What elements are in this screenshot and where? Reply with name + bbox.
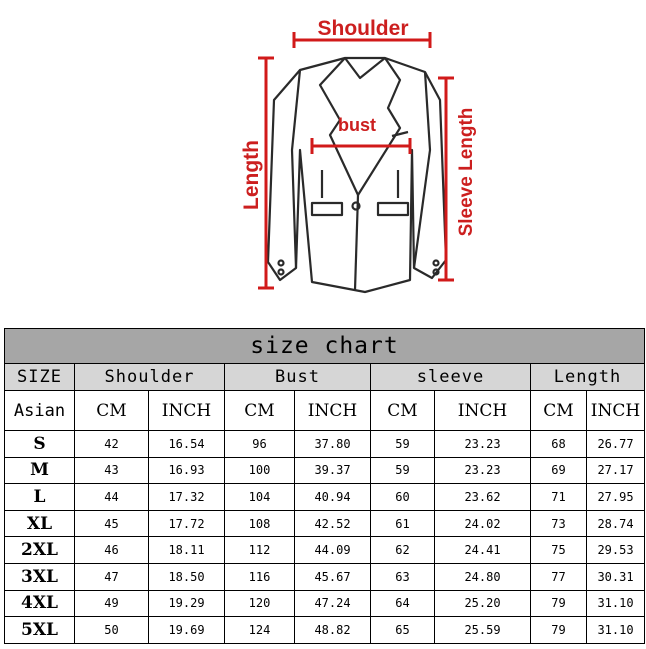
- value-cell: 31.10: [587, 617, 645, 644]
- table-row: [5, 431, 645, 458]
- table-row: [5, 617, 645, 644]
- value-cell: 45.67: [295, 563, 371, 590]
- unit-header: INCH: [149, 391, 225, 431]
- value-cell: 77: [531, 563, 587, 590]
- value-cell: 62: [371, 537, 435, 564]
- value-cell: 40.94: [295, 484, 371, 511]
- value-cell: 47: [75, 563, 149, 590]
- value-cell: 71: [531, 484, 587, 511]
- size-chart-title: size chart: [5, 329, 645, 364]
- value-cell: 23.23: [435, 431, 531, 458]
- value-cell: 50: [75, 617, 149, 644]
- value-cell: 26.77: [587, 431, 645, 458]
- value-cell: 24.80: [435, 563, 531, 590]
- size-header: SIZE: [5, 364, 75, 391]
- table-row: [5, 590, 645, 617]
- bust-header: Bust: [225, 364, 371, 391]
- value-cell: 46: [75, 537, 149, 564]
- shoulder-label: Shoulder: [317, 17, 409, 40]
- value-cell: 100: [225, 457, 295, 484]
- value-cell: 24.02: [435, 510, 531, 537]
- value-cell: 44.09: [295, 537, 371, 564]
- value-cell: 73: [531, 510, 587, 537]
- value-cell: 25.20: [435, 590, 531, 617]
- length-label: Length: [240, 140, 263, 210]
- value-cell: 68: [531, 431, 587, 458]
- unit-header: CM: [531, 391, 587, 431]
- value-cell: 47.24: [295, 590, 371, 617]
- value-cell: 116: [225, 563, 295, 590]
- asian-header: Asian: [5, 391, 75, 431]
- value-cell: 29.53: [587, 537, 645, 564]
- value-cell: 16.54: [149, 431, 225, 458]
- size-chart-table: [4, 328, 645, 644]
- value-cell: 27.95: [587, 484, 645, 511]
- value-cell: 19.29: [149, 590, 225, 617]
- value-cell: 17.32: [149, 484, 225, 511]
- value-cell: 24.41: [435, 537, 531, 564]
- value-cell: 61: [371, 510, 435, 537]
- value-cell: 31.10: [587, 590, 645, 617]
- size-cell: 2XL: [5, 537, 75, 564]
- unit-header: INCH: [587, 391, 645, 431]
- value-cell: 64: [371, 590, 435, 617]
- value-cell: 23.62: [435, 484, 531, 511]
- size-cell: 5XL: [5, 617, 75, 644]
- value-cell: 44: [75, 484, 149, 511]
- unit-header: CM: [371, 391, 435, 431]
- unit-header: INCH: [435, 391, 531, 431]
- sleeve-header: sleeve: [371, 364, 531, 391]
- unit-header: INCH: [295, 391, 371, 431]
- table-row: [5, 563, 645, 590]
- unit-header: CM: [75, 391, 149, 431]
- value-cell: 42: [75, 431, 149, 458]
- size-cell: L: [5, 484, 75, 511]
- value-cell: 65: [371, 617, 435, 644]
- value-cell: 69: [531, 457, 587, 484]
- size-cell: 3XL: [5, 563, 75, 590]
- size-cell: M: [5, 457, 75, 484]
- value-cell: 60: [371, 484, 435, 511]
- value-cell: 124: [225, 617, 295, 644]
- value-cell: 18.11: [149, 537, 225, 564]
- unit-header: CM: [225, 391, 295, 431]
- value-cell: 45: [75, 510, 149, 537]
- value-cell: 48.82: [295, 617, 371, 644]
- value-cell: 16.93: [149, 457, 225, 484]
- jacket-measurement-diagram: [0, 0, 646, 320]
- value-cell: 108: [225, 510, 295, 537]
- value-cell: 96: [225, 431, 295, 458]
- value-cell: 79: [531, 590, 587, 617]
- value-cell: 19.69: [149, 617, 225, 644]
- value-cell: 59: [371, 431, 435, 458]
- bust-label: bust: [338, 115, 376, 135]
- size-cell: S: [5, 431, 75, 458]
- table-row: [5, 457, 645, 484]
- sleeve-length-label: Sleeve Length: [456, 107, 477, 237]
- value-cell: 43: [75, 457, 149, 484]
- value-cell: 30.31: [587, 563, 645, 590]
- value-cell: 63: [371, 563, 435, 590]
- table-row: [5, 537, 645, 564]
- value-cell: 27.17: [587, 457, 645, 484]
- value-cell: 28.74: [587, 510, 645, 537]
- value-cell: 79: [531, 617, 587, 644]
- value-cell: 49: [75, 590, 149, 617]
- value-cell: 104: [225, 484, 295, 511]
- size-cell: XL: [5, 510, 75, 537]
- size-cell: 4XL: [5, 590, 75, 617]
- value-cell: 120: [225, 590, 295, 617]
- value-cell: 37.80: [295, 431, 371, 458]
- length-header: Length: [531, 364, 645, 391]
- jacket-outline-icon: [268, 58, 446, 292]
- shoulder-header: Shoulder: [75, 364, 225, 391]
- value-cell: 25.59: [435, 617, 531, 644]
- value-cell: 39.37: [295, 457, 371, 484]
- value-cell: 18.50: [149, 563, 225, 590]
- value-cell: 23.23: [435, 457, 531, 484]
- value-cell: 75: [531, 537, 587, 564]
- value-cell: 59: [371, 457, 435, 484]
- table-row: [5, 484, 645, 511]
- table-row: [5, 510, 645, 537]
- value-cell: 112: [225, 537, 295, 564]
- value-cell: 17.72: [149, 510, 225, 537]
- value-cell: 42.52: [295, 510, 371, 537]
